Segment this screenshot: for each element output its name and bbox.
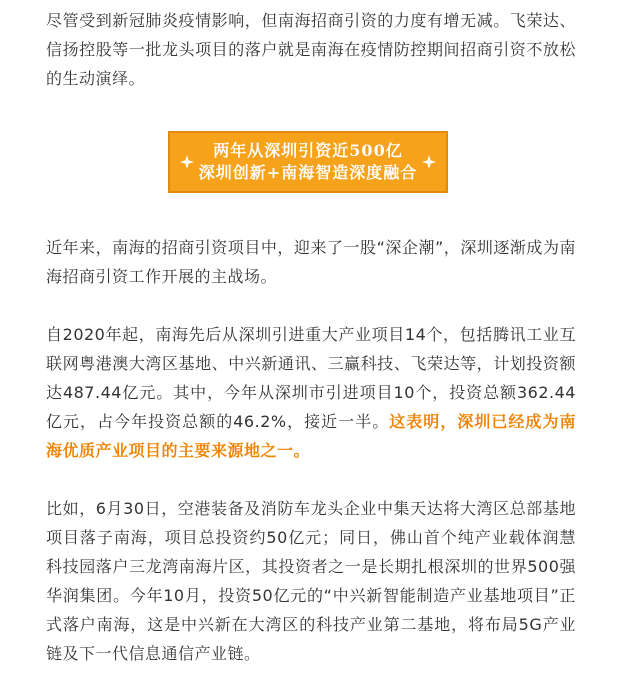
headline-banner bbox=[168, 131, 448, 193]
highlight-conclusion: 这表明，深圳已经成为南海优质产业项目的主要来源地之一。 bbox=[46, 412, 576, 460]
paragraph-shenzhen-trend: 近年来，南海的招商引资项目中，迎来了一股“深企潮”，深圳逐渐成为南海招商引资工作开展的主战场。 bbox=[46, 238, 576, 286]
paragraph-examples: 比如，6月30日，空港装备及消防车龙头企业中集天达将大湾区总部基地项目落子南海，项目总投资约50亿元；同日，佛山首个纯产业载体润慧科技园落户三龙湾南海片区，其投资者之一是长期扎根深圳的世界500强华润集团。今年10月，投资50亿元的“中兴新智能制造产业基地项目”正式落户南海，这是中兴新在大湾区的科技产业第二基地，将布局5G产业链及下一代信息通信产业链。 bbox=[46, 499, 576, 663]
paragraph-investment-stats bbox=[46, 320, 576, 465]
banner-title-line2: 深圳创新+南海智造深度融合 bbox=[198, 163, 418, 182]
banner-title-line1: 两年从深圳引资近500亿 bbox=[213, 141, 403, 160]
sparkle-icon bbox=[180, 155, 194, 169]
sparkle-icon bbox=[422, 155, 436, 169]
investment-stats-text: 自2020年起，南海先后从深圳引进重大产业项目14个，包括腾讯工业互联网粤港澳大湾区基地、中兴新通讯、三赢科技、飞荣达等，计划投资额达487.44亿元。其中，今年从深圳市引进项目10个，投资总额362.44亿元，占今年投资总额的46.2%，接近一半。 bbox=[46, 325, 576, 431]
paragraph-intro: 尽管受到新冠肺炎疫情影响，但南海招商引资的力度有增无减。飞荣达、信扬控股等一批龙头项目的落户就是南海在疫情防控期间招商引资不放松的生动演绎。 bbox=[46, 11, 576, 88]
